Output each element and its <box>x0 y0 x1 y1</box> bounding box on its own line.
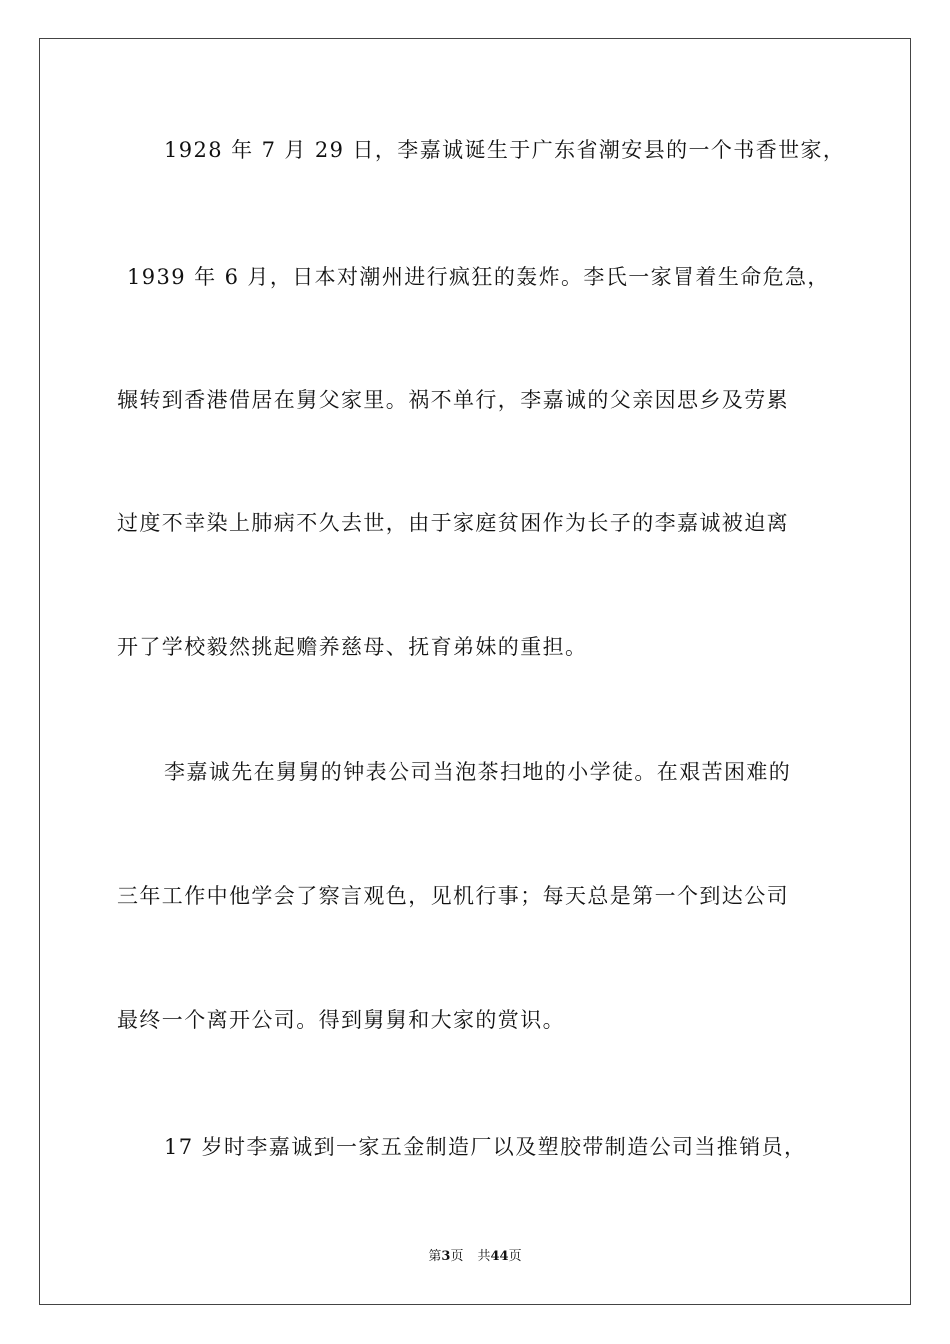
paragraph-2-line-2: 辗转到香港借居在舅父家里。祸不单行，李嘉诚的父亲因思乡及劳累 <box>117 388 789 412</box>
footer-total-pages: 44 <box>490 1249 509 1264</box>
footer-total-prefix: 共 <box>477 1249 491 1264</box>
paragraph-3-line-2: 三年工作中他学会了察言观色，见机行事；每天总是第一个到达公司 <box>117 884 789 908</box>
page-border <box>39 38 911 1305</box>
page-footer <box>0 1248 950 1266</box>
footer-page-prefix: 第 <box>428 1249 442 1264</box>
paragraph-3-line-1: 李嘉诚先在舅舅的钟表公司当泡茶扫地的小学徒。在艰苦困难的 <box>164 760 792 784</box>
paragraph-2-line-4: 开了学校毅然挑起赡养慈母、抚育弟妹的重担。 <box>117 635 588 659</box>
paragraph-2-line-1: 1939 年 6 月，日本对潮州进行疯狂的轰炸。李氏一家冒着生命危急， <box>127 265 830 289</box>
paragraph-2-line-3: 过度不幸染上肺病不久去世，由于家庭贫困作为长子的李嘉诚被迫离 <box>117 511 789 535</box>
paragraph-1-line-1: 1928 年 7 月 29 日，李嘉诚诞生于广东省潮安县的一个书香世家， <box>164 138 846 162</box>
footer-page-number: 3 <box>441 1249 451 1264</box>
paragraph-3-line-3: 最终一个离开公司。得到舅舅和大家的赏识。 <box>117 1008 565 1032</box>
footer-total-suffix: 页 <box>508 1249 522 1264</box>
paragraph-4-line-1: 17 岁时李嘉诚到一家五金制造厂以及塑胶带制造公司当推销员， <box>164 1135 807 1159</box>
footer-page-suffix: 页 <box>450 1249 464 1264</box>
